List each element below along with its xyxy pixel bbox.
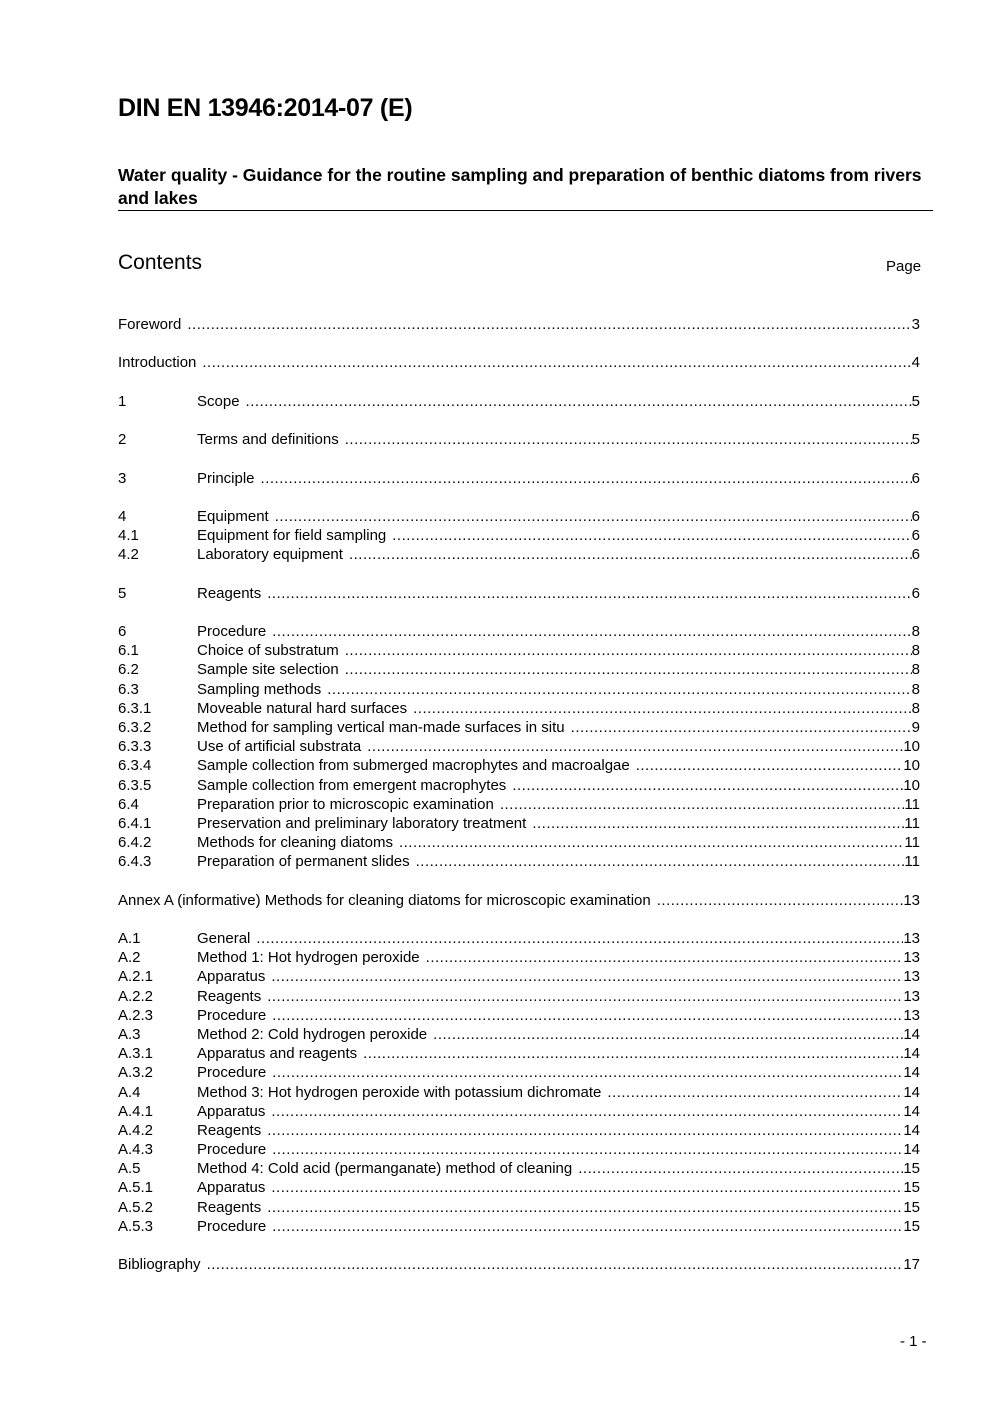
toc-entry-page: 6: [911, 546, 920, 564]
toc-dot-leader: [272, 1140, 903, 1159]
toc-entry-title[interactable]: Method 4: Cold acid (permanganate) method of cleaning: [197, 1160, 573, 1178]
toc-entry-number: A.4.2: [118, 1121, 154, 1139]
toc-entry[interactable]: [118, 430, 920, 449]
toc-dot-leader: [399, 833, 904, 852]
toc-entry-page: 8: [911, 699, 920, 717]
toc-entry-number: 6.3.2: [118, 718, 152, 736]
toc-entry[interactable]: [118, 545, 920, 564]
toc-entry-title[interactable]: Apparatus: [197, 968, 266, 986]
toc-dot-leader: [578, 1159, 903, 1178]
toc-entry[interactable]: [118, 392, 920, 411]
document-id: DIN EN 13946:2014-07 (E): [118, 94, 413, 122]
toc-entry[interactable]: [118, 1006, 920, 1025]
toc-dot-leader: [416, 852, 905, 871]
toc-entry-title[interactable]: Use of artificial substrata: [197, 738, 362, 756]
toc-entry[interactable]: [118, 948, 920, 967]
toc-entry-page: 13: [903, 949, 920, 967]
toc-entry-title[interactable]: Preparation prior to microscopic examination: [197, 795, 494, 813]
toc-dot-leader: [363, 1044, 903, 1063]
toc-entry-page: 15: [903, 1198, 920, 1216]
toc-entry-number: 4.1: [118, 527, 139, 545]
toc-entry-page: 13: [903, 968, 920, 986]
toc-dot-leader: [607, 1083, 903, 1102]
toc-entry-page: 5: [911, 431, 920, 449]
toc-entry-number: A.5.2: [118, 1198, 154, 1216]
toc-entry-number: 6: [118, 623, 127, 640]
toc-entry-title[interactable]: Choice of substratum: [197, 642, 339, 660]
toc-entry-title[interactable]: Procedure: [197, 1064, 267, 1082]
toc-entry[interactable]: [118, 1178, 920, 1197]
toc-entry[interactable]: [118, 641, 920, 660]
toc-entry-title[interactable]: Foreword: [118, 316, 182, 333]
toc-entry-number: A.3.1: [118, 1045, 154, 1063]
toc-entry-page: 13: [903, 987, 920, 1005]
toc-entry-number: A.4.3: [118, 1141, 154, 1159]
toc-dot-leader: [187, 315, 911, 334]
toc-entry-title[interactable]: Terms and definitions: [197, 431, 339, 449]
toc-entry-title[interactable]: Method for sampling vertical man-made surfaces in situ: [197, 718, 565, 736]
page-column-label: Page: [886, 258, 922, 275]
toc-entry-number: A.1: [118, 930, 141, 947]
toc-entry-title[interactable]: Principle: [197, 469, 255, 487]
toc-entry-title[interactable]: Procedure: [197, 1217, 267, 1235]
toc-entry-page: 13: [903, 1006, 920, 1024]
toc-entry[interactable]: [118, 469, 920, 488]
toc-entry-title[interactable]: Sampling methods: [197, 680, 322, 698]
toc-entry-number: 6.3.5: [118, 776, 152, 794]
toc-entry-title[interactable]: Introduction: [118, 354, 197, 372]
toc-dot-leader: [413, 699, 912, 718]
toc-entry-number: 6.3: [118, 680, 139, 698]
toc-dot-leader: [272, 1006, 903, 1025]
toc-entry-page: 14: [903, 1025, 920, 1043]
toc-entry[interactable]: [118, 737, 920, 756]
toc-dot-leader: [345, 641, 912, 660]
toc-entry[interactable]: [118, 756, 920, 775]
toc-dot-leader: [392, 526, 911, 545]
toc-entry[interactable]: [118, 526, 920, 545]
toc-entry-title[interactable]: Equipment: [197, 507, 269, 525]
toc-entry-page: 14: [903, 1121, 920, 1139]
toc-entry-number: A.4.1: [118, 1102, 154, 1120]
toc-entry-page: 15: [903, 1160, 920, 1178]
toc-entry-title[interactable]: Apparatus: [197, 1179, 266, 1197]
toc-entry[interactable]: [118, 1044, 920, 1063]
toc-entry-title[interactable]: Apparatus: [197, 1102, 266, 1120]
toc-entry-number: 6.4: [118, 795, 139, 813]
toc-entry[interactable]: [118, 680, 920, 699]
toc-entry-number: 6.3.3: [118, 738, 152, 756]
toc-entry[interactable]: [118, 795, 920, 814]
contents-heading: Contents: [118, 251, 203, 274]
toc-entry-title[interactable]: Reagents: [197, 1121, 262, 1139]
toc-entry-title[interactable]: Method 3: Hot hydrogen peroxide with potassium dichromate: [197, 1083, 602, 1101]
toc-entry[interactable]: [118, 660, 920, 679]
toc-entry-page: 5: [911, 392, 920, 410]
toc-dot-leader: [267, 987, 903, 1006]
toc-entry-title[interactable]: Laboratory equipment: [197, 546, 343, 564]
toc-dot-leader: [500, 795, 905, 814]
toc-entry-page: 11: [904, 795, 920, 813]
toc-dot-leader: [426, 948, 904, 967]
toc-dot-leader: [433, 1025, 903, 1044]
toc-entry-title[interactable]: Moveable natural hard surfaces: [197, 699, 408, 717]
toc-entry-number: 6.3.1: [118, 699, 152, 717]
toc-entry-page: 8: [911, 642, 920, 660]
toc-entry-page: 14: [903, 1083, 920, 1101]
page-number: - 1 -: [900, 1333, 927, 1350]
toc-entry-number: 6.2: [118, 661, 139, 679]
toc-entry[interactable]: [118, 967, 920, 986]
toc-entry[interactable]: [118, 929, 920, 948]
toc-dot-leader: [272, 622, 911, 641]
toc-entry[interactable]: [118, 1083, 920, 1102]
toc-entry-title[interactable]: Preparation of permanent slides: [197, 853, 410, 871]
toc-dot-leader: [571, 718, 912, 737]
toc-dot-leader: [261, 469, 912, 488]
toc-dot-leader: [349, 545, 912, 564]
toc-entry-page: 10: [903, 757, 920, 775]
toc-dot-leader: [256, 929, 903, 948]
toc-entry[interactable]: [118, 353, 920, 372]
toc-entry[interactable]: [118, 718, 920, 737]
toc-entry-number: 1: [118, 392, 127, 410]
toc-dot-leader: [345, 660, 912, 679]
toc-dot-leader: [345, 430, 912, 449]
toc-entry[interactable]: [118, 776, 920, 795]
toc-entry-number: 6.4.2: [118, 834, 152, 852]
toc-entry-number: 3: [118, 469, 127, 487]
toc-entry[interactable]: [118, 814, 920, 833]
toc-entry[interactable]: [118, 1140, 920, 1159]
toc-entry-number: 6.4.1: [118, 814, 152, 832]
toc-entry-number: 2: [118, 431, 127, 449]
toc-entry-page: 13: [903, 891, 920, 909]
toc-entry[interactable]: [118, 1217, 920, 1236]
toc-entry[interactable]: [118, 1121, 920, 1140]
toc-entry-number: 6.4.3: [118, 853, 152, 871]
toc-entry-number: 5: [118, 584, 127, 602]
toc-entry-page: 14: [903, 1102, 920, 1120]
toc-dot-leader: [267, 1121, 903, 1140]
table-of-contents: [118, 315, 920, 1274]
toc-entry-title[interactable]: Method 2: Cold hydrogen peroxide: [197, 1025, 428, 1043]
toc-entry[interactable]: [118, 1198, 920, 1217]
toc-entry-number: A.5: [118, 1160, 141, 1178]
toc-entry-number: A.2: [118, 949, 141, 967]
toc-entry-number: 6.1: [118, 642, 139, 660]
toc-entry-title[interactable]: Procedure: [197, 623, 267, 640]
toc-dot-leader: [512, 776, 903, 795]
toc-entry-page: 3: [911, 316, 920, 333]
toc-entry-page: 6: [911, 469, 920, 487]
toc-entry-page: 8: [911, 623, 920, 640]
toc-entry[interactable]: [118, 891, 920, 910]
toc-entry[interactable]: [118, 1025, 920, 1044]
toc-entry-page: 11: [904, 853, 920, 871]
title-underline: [118, 210, 933, 211]
toc-entry-number: A.3.2: [118, 1064, 154, 1082]
toc-entry-title[interactable]: Procedure: [197, 1006, 267, 1024]
toc-dot-leader: [271, 967, 903, 986]
toc-entry-title[interactable]: Sample site selection: [197, 661, 339, 679]
toc-dot-leader: [532, 814, 904, 833]
toc-entry-page: 9: [911, 718, 920, 736]
toc-entry-number: 6.3.4: [118, 757, 152, 775]
toc-entry-number: A.5.3: [118, 1217, 154, 1235]
toc-entry[interactable]: [118, 507, 920, 526]
toc-dot-leader: [275, 507, 912, 526]
toc-dot-leader: [327, 680, 911, 699]
toc-entry-title[interactable]: Bibliography: [118, 1256, 201, 1274]
toc-entry-page: 11: [904, 834, 920, 852]
toc-entry-page: 15: [903, 1179, 920, 1197]
toc-entry-title[interactable]: Annex A (informative) Methods for cleaning diatoms for microscopic examination: [118, 891, 651, 909]
toc-entry-number: A.2.2: [118, 987, 154, 1005]
toc-entry[interactable]: [118, 833, 920, 852]
toc-entry-page: 4: [911, 354, 920, 372]
toc-entry-number: A.3: [118, 1025, 141, 1043]
toc-dot-leader: [267, 584, 911, 603]
toc-entry[interactable]: [118, 1102, 920, 1121]
toc-entry[interactable]: [118, 584, 920, 603]
toc-entry[interactable]: [118, 699, 920, 718]
toc-dot-leader: [367, 737, 903, 756]
toc-dot-leader: [272, 1063, 903, 1082]
toc-entry[interactable]: [118, 987, 920, 1006]
toc-entry-title[interactable]: Sample collection from submerged macrophytes and macroalgae: [197, 757, 630, 775]
document-title: Water quality - Guidance for the routine sampling and preparation of benthic diatoms from rivers and lakes: [118, 165, 922, 208]
toc-entry-title[interactable]: Reagents: [197, 584, 262, 602]
toc-entry-page: 15: [903, 1217, 920, 1235]
toc-entry-title[interactable]: Method 1: Hot hydrogen peroxide: [197, 949, 420, 967]
toc-entry[interactable]: [118, 1159, 920, 1178]
toc-entry-page: 8: [911, 661, 920, 679]
toc-entry-page: 8: [911, 680, 920, 698]
toc-entry-number: 4: [118, 507, 127, 525]
toc-entry-page: 6: [911, 584, 920, 602]
toc-entry[interactable]: [118, 852, 920, 871]
toc-entry-number: 4.2: [118, 546, 139, 564]
toc-entry-page: 14: [903, 1064, 920, 1082]
toc-entry-number: A.5.1: [118, 1179, 154, 1197]
toc-entry-number: A.2.1: [118, 968, 154, 986]
toc-entry-page: 14: [903, 1141, 920, 1159]
toc-entry-title[interactable]: Scope: [197, 392, 240, 410]
toc-entry-page: 10: [903, 776, 920, 794]
toc-entry[interactable]: [118, 1063, 920, 1082]
toc-entry-page: 13: [903, 930, 920, 947]
toc-entry-page: 10: [903, 738, 920, 756]
toc-entry-title[interactable]: Reagents: [197, 987, 262, 1005]
toc-dot-leader: [272, 1217, 903, 1236]
toc-dot-leader: [657, 891, 904, 910]
toc-entry-title[interactable]: Apparatus and reagents: [197, 1045, 358, 1063]
toc-dot-leader: [636, 756, 904, 775]
toc-dot-leader: [246, 392, 912, 411]
toc-entry-title[interactable]: Procedure: [197, 1141, 267, 1159]
toc-dot-leader: [267, 1198, 903, 1217]
toc-dot-leader: [207, 1255, 904, 1274]
toc-entry-title[interactable]: Sample collection from emergent macrophytes: [197, 776, 507, 794]
toc-entry-number: A.2.3: [118, 1006, 154, 1024]
toc-entry-title[interactable]: Preservation and preliminary laboratory treatment: [197, 814, 527, 832]
toc-entry[interactable]: [118, 622, 920, 641]
toc-entry-title[interactable]: Methods for cleaning diatoms: [197, 834, 393, 852]
toc-entry-number: A.4: [118, 1083, 141, 1101]
toc-entry-page: 6: [911, 527, 920, 545]
toc-entry-title[interactable]: Equipment for field sampling: [197, 527, 387, 545]
toc-entry-page: 14: [903, 1045, 920, 1063]
toc-entry-page: 6: [911, 507, 920, 525]
toc-entry-page: 11: [904, 814, 920, 832]
toc-entry[interactable]: [118, 1255, 920, 1274]
toc-entry[interactable]: [118, 315, 920, 334]
toc-dot-leader: [202, 353, 911, 372]
toc-dot-leader: [271, 1102, 903, 1121]
toc-dot-leader: [271, 1178, 903, 1197]
toc-entry-page: 17: [903, 1256, 920, 1274]
toc-entry-title[interactable]: General: [197, 930, 251, 947]
toc-entry-title[interactable]: Reagents: [197, 1198, 262, 1216]
